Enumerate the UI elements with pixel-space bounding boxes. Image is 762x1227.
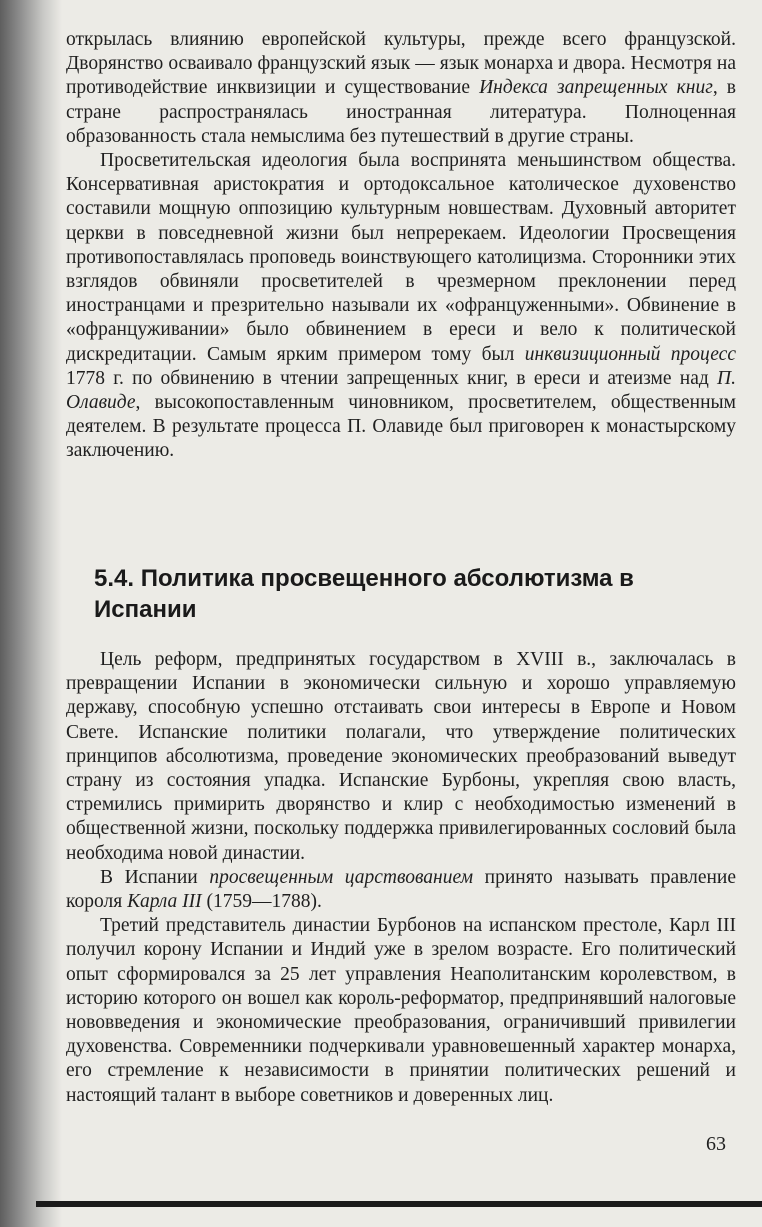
- section-heading: 5.4. Политика просвещенного абсолютизма в Испании: [94, 565, 634, 623]
- book-page: [66, 28, 736, 1106]
- italic-term: инквизиционный процесс: [524, 343, 736, 365]
- text-run: Цель реформ, предпринятых государством в XVIII в., заключалась в превращении Испании в экономически сильную и хорошо управляемую державу, способную успешно отстаивать свои интересы в Европе и Новом Свете. Испанские политики полагали, что утверждение политических принципов абсолютизма, проведение экономических преобразований выведут страну из состояния упадка. Испанские Бурбоны, укрепляя свою власть, стремились примирить дворянство и клир с необходимостью изменений в общественной жизни, поскольку поддержка привилегированных сословий была необходима новой династии.: [66, 649, 736, 864]
- italic-term: Карла III: [127, 891, 202, 913]
- text-run: (1759—1788).: [201, 891, 322, 913]
- text-run: открылась влиянию европейской культуры, прежде всего французской. Дворянство осваивало французский язык — язык монарха и двора. Несмотря на противодействие инквизиции и существование: [66, 29, 736, 99]
- paragraph: [66, 866, 736, 914]
- text-run: , в стране распространялась иностранная литература. Полноценная образованность стала немыслима без путешествий в другие страны.: [66, 77, 736, 147]
- paragraph: [66, 648, 736, 866]
- italic-term: П. Олавиде: [66, 367, 736, 414]
- text-run: принято называть правление короля: [66, 866, 736, 913]
- text-run: , высокопоставленным чиновником, просветителем, общественным деятелем. В результате процесса П. Олавиде был приговорен к монастырскому заключению.: [66, 392, 736, 462]
- page-number: 63: [706, 1133, 726, 1155]
- page-gutter-shadow: [0, 0, 62, 1227]
- text-block-top: [66, 28, 736, 464]
- text-run: В Испании: [100, 866, 210, 888]
- paragraph: [66, 914, 736, 1108]
- paragraph: [66, 28, 736, 149]
- text-block-bottom: [66, 648, 736, 1108]
- text-run: Просветительская идеология была воспринята меньшинством общества. Консервативная аристократия и ортодоксальное католическое духовенство составили мощную оппозицию культурным новшествам. Духовный авторитет церкви в повседневной жизни был непререкаем. Идеологии Просвещения противопоставлялась проповедь воинствующего католицизма. Сторонники этих взглядов обвиняли просветителей в чрезмерном преклонении перед иностранцами и презрительно называли их «офранцуженными». Обвинение в «офранцуживании» было обвинением в ереси и вело к политической дискредитации. Самым ярким примером тому был: [66, 150, 736, 365]
- paragraph: [66, 149, 736, 464]
- text-run: Третий представитель династии Бурбонов на испанском престоле, Карл III получил корону Испании и Индий уже в зрелом возрасте. Его политический опыт сформировался за 25 лет управления Неаполитанским королевством, в историю которого он вошел как король-реформатор, предпринявший налоговые нововведения и экономические преобразования, ограничивший привилегии духовенства. Современники подчеркивали уравновешенный характер монарха, его стремление к независимости в принятии политических решений и настоящий талант в выборе советников и доверенных лиц.: [66, 915, 736, 1106]
- italic-term: просвещенным царствованием: [209, 866, 474, 888]
- text-run: 1778 г. по обвинению в чтении запрещенных книг, в ереси и атеизме над: [66, 367, 718, 389]
- bottom-rule: [36, 1201, 762, 1207]
- italic-term: Индекса запрещенных книг: [479, 77, 713, 99]
